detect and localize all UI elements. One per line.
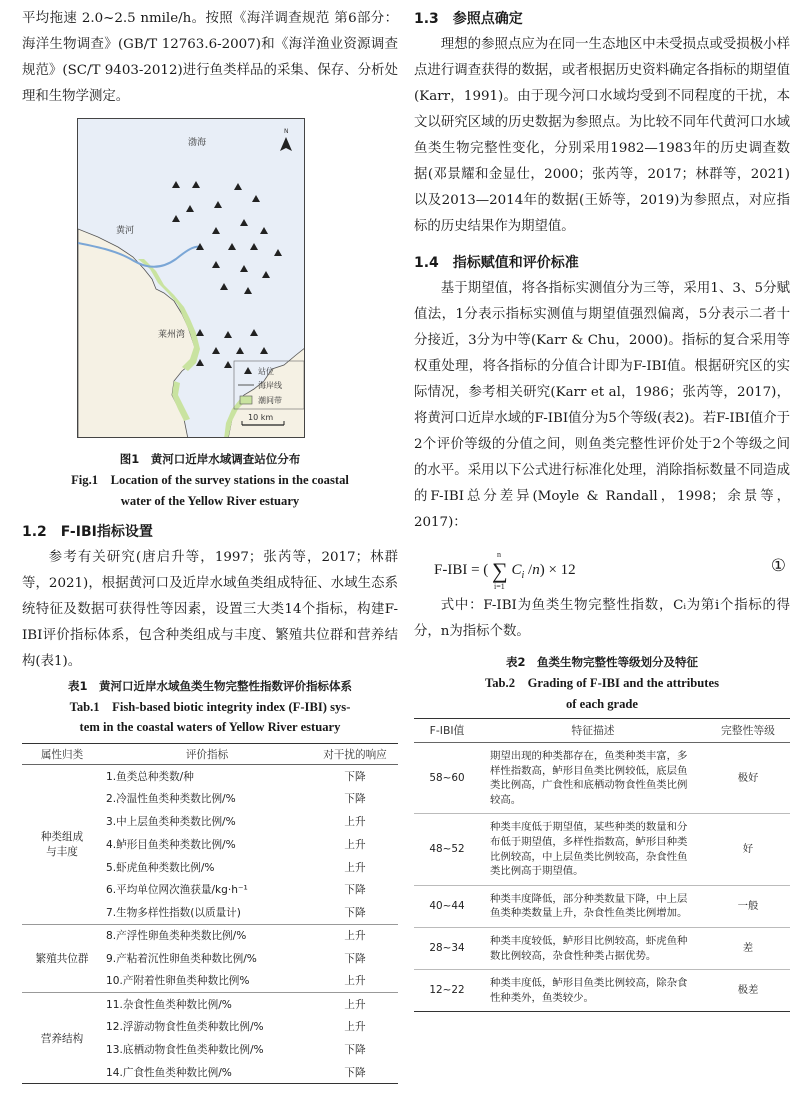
table1-indicator-cell: 11.杂食性鱼类种数比例/% xyxy=(106,998,232,1011)
svg-text:潮间带: 潮间带 xyxy=(258,396,282,405)
figure1-caption-en-line1: Fig.1 Location of the survey stations in the coastal xyxy=(71,473,349,487)
fibi-formula xyxy=(414,548,790,591)
station-triangle-icon xyxy=(262,271,270,278)
table2-caption-en-line2: of each grade xyxy=(565,697,639,711)
table1-indicator-cell: 4.鲈形目鱼类种类数比例/% xyxy=(106,838,236,851)
table2-description-cell: 种类丰度低，鲈形目鱼类比例较高，除杂食性种类外，鱼类较少。 xyxy=(490,977,688,1004)
station-triangle-icon xyxy=(212,261,220,268)
station-triangle-icon xyxy=(240,265,248,272)
legend-station-icon xyxy=(244,367,252,374)
svg-text:海岸线: 海岸线 xyxy=(258,381,282,390)
station-triangle-icon xyxy=(260,227,268,234)
svg-text:N: N xyxy=(284,128,289,135)
table-row xyxy=(22,992,398,1015)
paragraph-fibi-setup: 参考有关研究(唐启升等，1997；张芮等，2017；林群等，2021)，根据黄河口及近岸水域鱼类组成特征、水域生态系统特征及数据可获得性等因素，设置三大类14个指标，构建F-IBI评价指标体系，包含种类组成与丰度、繁殖共位群和营养结构(表1)。 xyxy=(22,550,398,669)
table1-category-cell: 繁殖共位群 xyxy=(22,924,102,992)
table1-indicator-cell: 8.产浮性卵鱼类种类数比例/% xyxy=(106,930,247,943)
legend-tidal-icon xyxy=(240,396,252,404)
formula-expression: F-IBI = ( ∑ n i=1 $C_i$ /n) × 12 xyxy=(434,550,576,591)
station-triangle-icon xyxy=(220,283,228,290)
section-1-4-title: 1.4 指标赋值和评价标准 xyxy=(414,255,579,271)
station-triangle-icon xyxy=(274,249,282,256)
station-triangle-icon xyxy=(234,183,242,190)
station-triangle-icon xyxy=(172,215,180,222)
paragraph-reference-point: 理想的参照点应为在同一生态地区中未受损点或受损极小样点进行调查获得的数据，或者根据历史资料确定各指标的期望值(Karr，1991)。由于现今河口水域均受到不同程度的干扰，本文以研究区域的历史数据为参照点。为比较不同年代黄河口水域鱼类生物完整性变化，分别采用1982—1983年的历史调查数据(邓景耀和金显仕，2000；张芮等，2017；林群等，2021)以及2013—2014年的数据(王娇等，2019)为参照点，对应指标的历史结果作为期望值。 xyxy=(414,37,790,234)
table1-caption-en-line1: Tab.1 Fish-based biotic integrity index (F-IBI) sys- xyxy=(69,700,351,714)
table1-response-cell: 下降 xyxy=(344,1043,366,1056)
table2 xyxy=(414,718,790,1012)
table1-category-cell: 种类组成与丰度 xyxy=(22,765,102,925)
table2-description-cell: 种类丰度降低，部分种类数量下降，中上层鱼类种类数量上升，杂食性鱼类比例增加。 xyxy=(480,885,706,927)
table1-indicator-cell: 9.产粘着沉性卵鱼类种数比例/% xyxy=(106,952,257,965)
map-label-laizhou: 莱州湾 xyxy=(158,330,186,340)
map-label-huanghe: 黄河 xyxy=(116,226,135,236)
station-triangle-icon xyxy=(214,201,222,208)
table-row xyxy=(414,970,790,1012)
table2-header-description: 特征描述 xyxy=(480,719,706,743)
svg-text:10 km: 10 km xyxy=(248,413,274,422)
station-triangle-icon xyxy=(240,219,248,226)
table1-response-cell: 上升 xyxy=(344,930,366,943)
table1-response-cell: 下降 xyxy=(344,793,366,806)
table2-grade-cell: 极好 xyxy=(706,743,790,814)
station-triangle-icon xyxy=(212,347,220,354)
table1-response-cell: 下降 xyxy=(312,901,398,924)
map-label-bohai: 渤海 xyxy=(188,138,207,148)
table2-value-cell: 12~22 xyxy=(429,984,465,997)
table2-value-cell: 48~52 xyxy=(414,814,480,885)
table1-indicator-cell: 12.浮游动物食性鱼类种数比例/% xyxy=(106,1021,264,1034)
map-svg xyxy=(78,119,305,438)
station-triangle-icon xyxy=(212,227,220,234)
table1-indicator-cell: 7.生物多样性指数(以质量计) xyxy=(102,901,312,924)
section-1-3-title: 1.3 参照点确定 xyxy=(414,11,523,27)
figure1-caption-en-line2: water of the Yellow River estuary xyxy=(120,494,300,508)
table2-value-cell: 40~44 xyxy=(414,885,480,927)
table1-response-cell: 上升 xyxy=(344,838,366,851)
survey-station-map xyxy=(77,118,305,438)
table2-header-grade: 完整性等级 xyxy=(706,719,790,743)
table1-category-cell: 营养结构 xyxy=(40,1032,84,1045)
table1-indicator-cell: 6.平均单位网次渔获量/kg·h⁻¹ xyxy=(106,884,248,897)
table1-indicator-cell: 3.中上层鱼类种类数比例/% xyxy=(106,815,236,828)
table1-response-cell: 上升 xyxy=(344,1021,366,1034)
figure1-caption-zh: 图1 黄河口近岸水域调查站位分布 xyxy=(119,452,301,466)
north-arrow-icon xyxy=(280,128,292,151)
table2-description-cell: 种类丰度较低，鲈形目比例较高，虾虎鱼种数比例较高，杂食性种类占据优势。 xyxy=(480,927,706,969)
station-triangle-icon xyxy=(186,205,194,212)
table1-response-cell: 上升 xyxy=(344,861,366,874)
table2-value-cell: 28~34 xyxy=(414,927,480,969)
station-triangle-icon xyxy=(250,329,258,336)
station-triangle-icon xyxy=(192,181,200,188)
station-triangle-icon xyxy=(196,359,204,366)
table1-indicator-cell: 5.虾虎鱼种类数比例/% xyxy=(106,861,215,874)
table1-indicator-cell: 14.广食性鱼类种数比例/% xyxy=(106,1066,232,1079)
formula-number: ① xyxy=(770,556,786,575)
table1-response-cell: 下降 xyxy=(344,770,366,783)
table-row xyxy=(414,814,790,885)
station-triangle-icon xyxy=(228,243,236,250)
table2-description-cell: 种类丰度低于期望值，某些种类的数量和分布低于期望值，多样性指数高，鲈形目种类比例较高，中上层鱼类比例较高，杂食性鱼类比例高于期望值。 xyxy=(480,814,706,885)
station-triangle-icon xyxy=(244,287,252,294)
table2-header-value: F-IBI值 xyxy=(414,719,480,743)
table1-response-cell: 上升 xyxy=(344,998,366,1011)
station-triangle-icon xyxy=(236,347,244,354)
table1 xyxy=(22,743,398,1084)
table-row xyxy=(414,743,790,814)
table1-response-cell: 下降 xyxy=(344,1066,366,1079)
table2-value-cell: 58~60 xyxy=(414,743,480,814)
table1-indicator-cell: 2.冷温性鱼类种类数比例/% xyxy=(106,793,236,806)
table-row xyxy=(414,885,790,927)
station-triangle-icon xyxy=(250,243,258,250)
table1-header-category: 属性归类 xyxy=(22,744,102,765)
table1-caption-zh: 表1 黄河口近岸水域鱼类生物完整性指数评价指标体系 xyxy=(68,679,352,693)
table2-caption-zh: 表2 鱼类生物完整性等级划分及特征 xyxy=(506,655,698,669)
table-row xyxy=(22,924,398,947)
station-triangle-icon xyxy=(252,195,260,202)
table1-response-cell: 下降 xyxy=(344,952,366,965)
table2-caption-en-line1: Tab.2 Grading of F-IBI and the attributes xyxy=(485,676,719,690)
station-triangle-icon xyxy=(260,347,268,354)
table2-grade-cell: 好 xyxy=(706,814,790,885)
section-1-2-title: 1.2 F-IBI指标设置 xyxy=(22,524,153,540)
paragraph-sampling: 平均拖速 2.0~2.5 nmile/h。按照《海洋调查规范 第6部分：海洋生物调查》(GB/T 12763.6-2007)和《海洋渔业资源调查规范》(SC/T 9403-2012)进行鱼类样品的采集、保存、分析处理和生物学测定。 xyxy=(22,11,398,104)
station-triangle-icon xyxy=(224,361,232,368)
table1-response-cell: 上升 xyxy=(344,815,366,828)
station-triangle-icon xyxy=(172,181,180,188)
table1-indicator-cell: 13.底栖动物食性鱼类种数比例/% xyxy=(106,1043,264,1056)
table-row xyxy=(22,765,398,788)
table1-indicator-cell: 10.产附着性卵鱼类种数比例% xyxy=(102,970,312,993)
station-triangle-icon xyxy=(224,331,232,338)
table2-grade-cell: 一般 xyxy=(706,885,790,927)
svg-text:站位: 站位 xyxy=(258,367,274,376)
table1-header-response: 对干扰的响应 xyxy=(312,744,398,765)
table1-indicator-cell: 1.鱼类总种类数/种 xyxy=(106,770,194,783)
table1-response-cell: 下降 xyxy=(344,884,366,897)
table2-grade-cell: 极差 xyxy=(737,984,759,997)
table1-response-cell: 上升 xyxy=(312,970,398,993)
paragraph-formula-explanation: 式中：F-IBI为鱼类生物完整性指数，Cᵢ为第i个指标的得分，n为指标个数。 xyxy=(414,598,790,639)
table1-caption-en-line2: tem in the coastal waters of Yellow River estuary xyxy=(79,720,341,734)
table2-grade-cell: 差 xyxy=(706,927,790,969)
table-row xyxy=(414,927,790,969)
station-triangle-icon xyxy=(196,329,204,336)
table1-header-indicator: 评价指标 xyxy=(102,744,312,765)
paragraph-scoring: 基于期望值，将各指标实测值分为三等，采用1、3、5分赋值法，1分表示指标实测值与期望值强烈偏离，5分表示二者十分接近，3分为中等(Karr & Chu，2000)。指标的复合采用等权重处理，将各指标的分值合计即为F-IBI值。根据研究区的实际情况，参考相关研究(Karr et al，1986；张芮等，2017)，将黄河口近岸水域的F-IBI值分为5个等级(表2)。若F-IBI值介于2个评价等级的分值之间，则鱼类完整性评价处于2个等级之间的水平。采用以下公式进行标准化处理，消除指标数量不同造成的F-IBI总分差异(Moyle & Randall，1998；余景等，2017)： xyxy=(414,281,790,530)
table2-description-cell: 期望出现的种类都存在，鱼类种类丰富，多样性指数高，鲈形目鱼类比例较低，底层鱼类比例高，广食性和底栖动物食性鱼类比例较高。 xyxy=(480,743,706,814)
